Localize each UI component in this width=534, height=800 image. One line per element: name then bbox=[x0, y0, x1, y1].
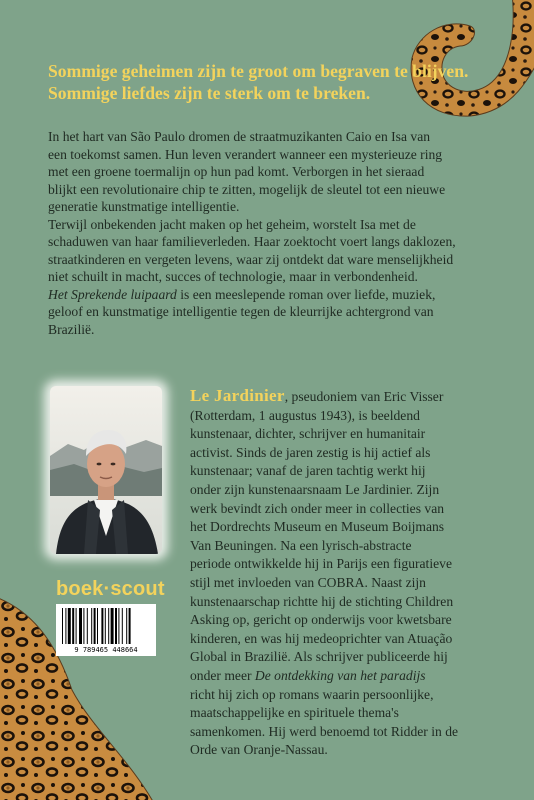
bio-line: stijl met invloeden van COBRA. Naast zijn bbox=[190, 574, 426, 590]
bio-line: Orde van Oranje-Nassau. bbox=[190, 742, 328, 758]
barcode-bar bbox=[83, 608, 84, 644]
synopsis-title-line bbox=[48, 286, 496, 304]
barcode-bar bbox=[122, 608, 123, 644]
isbn-digits: 9 789465 448664 bbox=[74, 646, 138, 654]
synopsis-text: is een meeslepende roman over liefde, muziek, bbox=[176, 286, 436, 302]
bio-line: activist. Sinds de jaren zestig is hij actief als bbox=[190, 444, 431, 460]
barcode-bar bbox=[91, 608, 92, 644]
tagline-line-1: Sommige geheimen zijn te groot om begraven te blijven. bbox=[48, 61, 469, 81]
bio-line: kunstenaar, dichter, schrijver en humanitair bbox=[190, 426, 426, 442]
bio-line: samenkomen. Hij werd benoemd tot Ridder in de bbox=[190, 723, 459, 739]
bio-first-line bbox=[190, 387, 500, 407]
bio-line: periode ontwikkelde hij in Parijs een figuratieve bbox=[190, 556, 452, 572]
publisher-separator: · bbox=[103, 578, 111, 600]
barcode-bar bbox=[118, 608, 119, 644]
publisher-logo bbox=[56, 578, 165, 601]
synopsis-line: generatie kunstmatige intelligentie. bbox=[48, 199, 240, 215]
barcode-bars bbox=[56, 604, 156, 646]
work-title: De ontdekking van het paradijs bbox=[254, 667, 426, 683]
synopsis-line: met een groene toermalijn op hun pad komt. Verborgen in het sieraad bbox=[48, 164, 425, 180]
bio-work-line bbox=[190, 667, 500, 686]
synopsis-line: blijkt een revolutionaire chip te zitten, mogelijk de sleutel tot een nieuwe bbox=[48, 181, 446, 197]
bio-line: het Dordrechts Museum en Museum Boijmans bbox=[190, 519, 445, 535]
publisher-name-part: boek bbox=[56, 578, 104, 600]
synopsis-line: geloof en kunstmatige intelligentie tegen de kleurrijke achtergrond van bbox=[48, 304, 434, 320]
barcode-bar bbox=[101, 608, 103, 644]
author-photo bbox=[50, 386, 162, 554]
barcode-bar bbox=[108, 608, 109, 644]
author-name: Le Jardinier bbox=[190, 386, 285, 405]
barcode-bar bbox=[97, 608, 98, 644]
bio-line: richt hij zich op romans waarin persoonlijke, bbox=[190, 686, 434, 702]
synopsis-line: schaduwen van haar familieverleden. Haar zoektocht voert langs daklozen, bbox=[48, 234, 456, 250]
barcode-bar bbox=[115, 608, 117, 644]
synopsis-line: een toekomst samen. Hun leven verandert wanneer een mysterieuze ring bbox=[48, 146, 443, 162]
bio-line: kunstenaarschap richtte hij de stichting Children bbox=[190, 593, 454, 609]
synopsis-line: In het hart van São Paulo dromen de straatmuzikanten Caio en Isa van bbox=[48, 129, 431, 144]
barcode-bar bbox=[111, 608, 114, 644]
synopsis bbox=[48, 128, 496, 339]
barcode-bar bbox=[76, 608, 77, 644]
bio-line: kunstenaar; vanaf de jaren tachtig werkt hij bbox=[190, 463, 426, 479]
barcode-bar bbox=[62, 608, 63, 644]
tagline-line-2: Sommige liefdes zijn te sterk om te breken. bbox=[48, 83, 371, 103]
barcode-bar bbox=[129, 608, 131, 644]
bio-line: maatschappelijke en spirituele thema's bbox=[190, 705, 399, 721]
book-title: Het Sprekende luipaard bbox=[48, 286, 177, 302]
barcode-bar bbox=[126, 608, 127, 644]
barcode-bar bbox=[105, 608, 106, 644]
tagline bbox=[48, 60, 488, 104]
bio-text: , pseudoniem van Eric Visser bbox=[284, 389, 444, 404]
bio-line: Asking op, gericht op onderwijs voor kwetsbare bbox=[190, 612, 452, 628]
bio-line: werk bevindt zich onder meer in collecties van bbox=[190, 500, 445, 516]
author-portrait-illustration bbox=[50, 386, 162, 554]
synopsis-line: niet schuilt in macht, succes of technologie, maar in verbondenheid. bbox=[48, 269, 418, 285]
barcode-bar bbox=[94, 608, 96, 644]
barcode-bar bbox=[87, 608, 88, 644]
barcode-bar bbox=[72, 608, 74, 644]
bio-line: (Rotterdam, 1 augustus 1943), is beeldend bbox=[190, 407, 420, 423]
barcode-bar bbox=[68, 608, 71, 644]
isbn-barcode bbox=[56, 604, 156, 656]
bio-line: Global in Brazilië. Als schrijver publiceerde hij bbox=[190, 649, 448, 665]
author-bio bbox=[190, 387, 500, 760]
barcode-bar bbox=[79, 608, 82, 644]
bio-line: kinderen, en was hij medeoprichter van Atuação bbox=[190, 630, 453, 646]
bio-line: onder zijn kunstenaarsnaam Le Jardinier. Zijn bbox=[190, 481, 440, 497]
bio-line: Van Beuningen. Na een lyrisch-abstracte bbox=[190, 537, 412, 553]
publisher-name-part: scout bbox=[110, 578, 165, 600]
bio-text: onder meer bbox=[190, 667, 255, 683]
synopsis-line: straatkinderen en vergeten levens, waar zij ontdekt dat ware menselijkheid bbox=[48, 251, 454, 267]
synopsis-line: Brazilië. bbox=[48, 322, 95, 338]
barcode-bar bbox=[65, 608, 66, 644]
synopsis-line: Terwijl onbekenden jacht maken op het geheim, worstelt Isa met de bbox=[48, 216, 416, 232]
